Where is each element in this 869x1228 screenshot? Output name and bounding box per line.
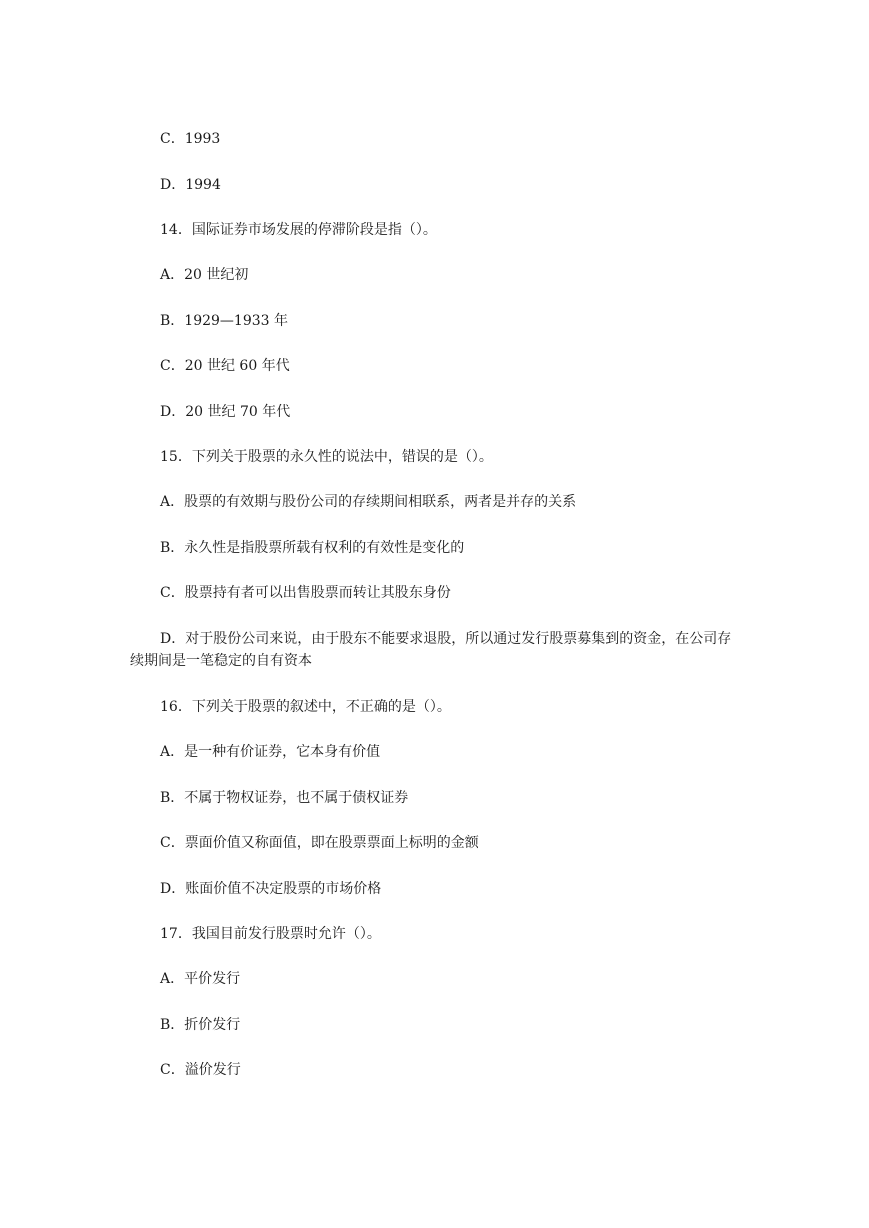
q15-question: 15．下列关于股票的永久性的说法中，错误的是（）。 xyxy=(160,449,493,465)
q13-option-c: C．1993 xyxy=(160,131,221,147)
q13-option-d: D．1994 xyxy=(160,177,221,193)
q16-option-a: A．是一种有价证券，它本身有价值 xyxy=(160,744,381,760)
q16-question: 16．下列关于股票的叙述中，不正确的是（）。 xyxy=(160,699,451,715)
q17-option-b: B．折价发行 xyxy=(160,1017,241,1033)
q17-option-c: C．溢价发行 xyxy=(160,1062,241,1078)
q15-option-b: B．永久性是指股票所载有权利的有效性是变化的 xyxy=(160,540,465,556)
q16-option-b: B．不属于物权证券，也不属于债权证券 xyxy=(160,790,409,806)
q15-option-a: A．股票的有效期与股份公司的存续期间相联系，两者是并存的关系 xyxy=(160,494,577,510)
q14-option-b: B．1929—1933 年 xyxy=(160,313,288,329)
q15-option-d: D．对于股份公司来说，由于股东不能要求退股，所以通过发行股票募集到的资金，在公司存续期间是一笔稳定的自有资本 xyxy=(130,631,732,669)
q17-question: 17．我国目前发行股票时允许（）。 xyxy=(160,926,381,942)
q16-option-c: C．票面价值又称面值，即在股票票面上标明的金额 xyxy=(160,835,479,851)
q17-option-a: A．平价发行 xyxy=(160,971,241,987)
q16-option-d: D．账面价值不决定股票的市场价格 xyxy=(160,881,382,897)
q14-question: 14．国际证券市场发展的停滞阶段是指（）。 xyxy=(160,222,437,238)
q15-option-c: C．股票持有者可以出售股票而转让其股东身份 xyxy=(160,585,451,601)
q14-option-d: D．20 世纪 70 年代 xyxy=(160,404,291,420)
q14-option-c: C．20 世纪 60 年代 xyxy=(160,358,290,374)
q14-option-a: A．20 世纪初 xyxy=(160,267,249,283)
